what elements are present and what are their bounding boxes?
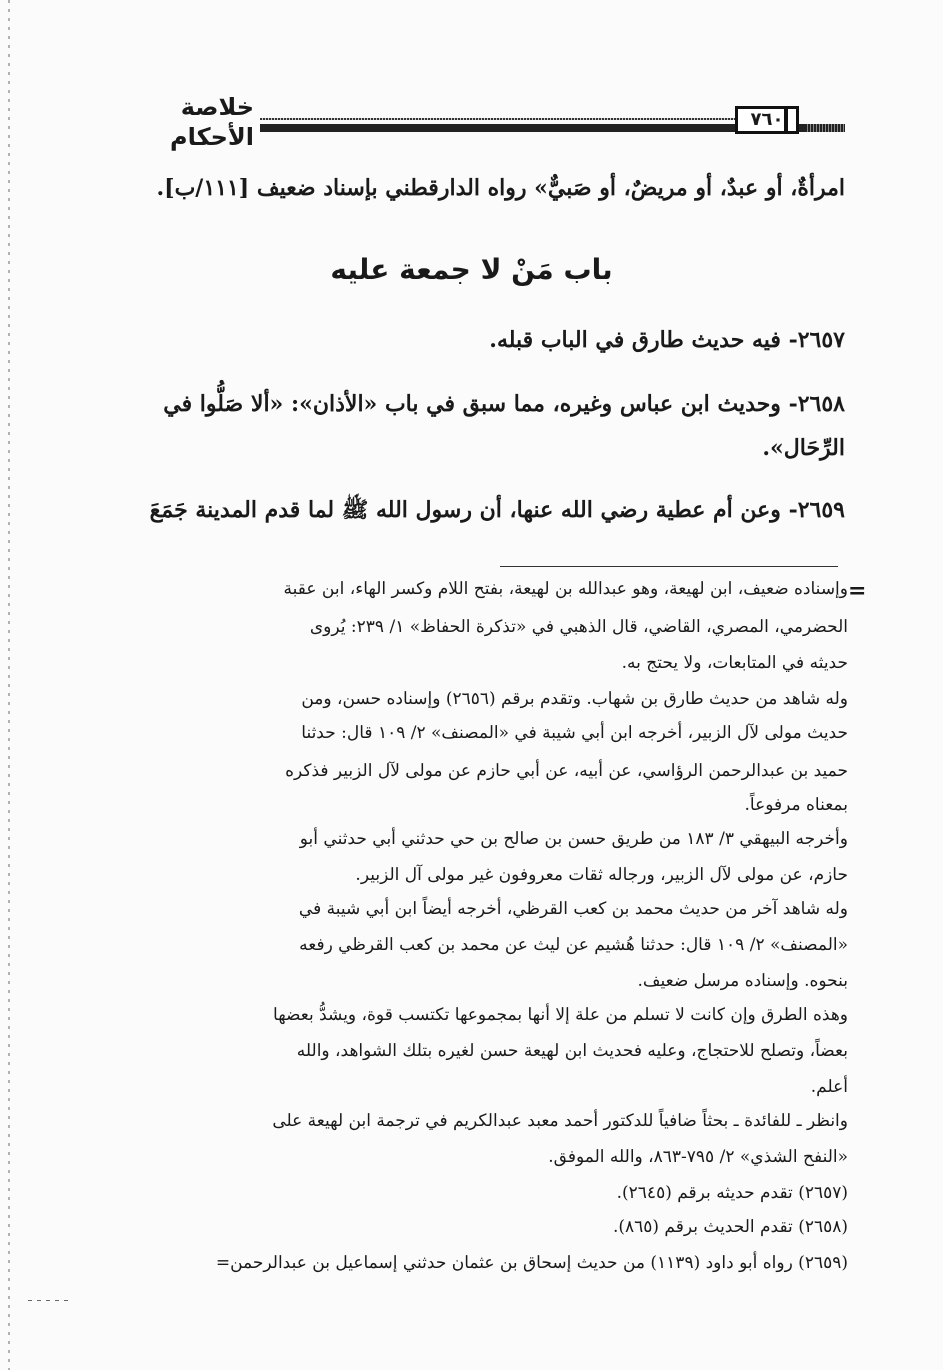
section-heading: باب مَنْ لا جمعة عليه [330, 253, 613, 286]
footnote-line: وانظر ـ للفائدة ـ بحثاً ضافياً للدكتور أحمد معبد عبدالكريم في ترجمة ابن لهيعة على [272, 1111, 848, 1131]
footnote-line: وله شاهد آخر من حديث محمد بن كعب القرظي، أخرجه أيضاً ابن أبي شيبة في [298, 899, 848, 919]
footnote-separator [500, 566, 838, 567]
hadith-2659: ٢٦٥٩- وعن أم عطية رضي الله عنها، أن رسول الله ﷺ لما قدم المدينة جَمَعَ [149, 497, 845, 523]
text-line-continuation: امرأةٌ، أو عبدٌ، أو مريضٌ، أو صَبيٌّ» رواه الدارقطني بإسناد ضعيف [١١١/ب]. [156, 175, 845, 201]
hadith-2658-line2: الرِّحَال». [762, 435, 845, 461]
page-header [95, 92, 845, 151]
footnote-line: أعلم. [810, 1077, 848, 1097]
footnote-line: بعضاً، وتصلح للاحتجاج، وعليه فحديث ابن لهيعة حسن لغيره بتلك الشواهد، والله [296, 1041, 848, 1061]
footnote-line: وأخرجه البيهقي ٣/ ١٨٣ من طريق حسن بن صالح بن حي حدثني أبي حدثني أبو [299, 829, 848, 849]
footnote-line: وإسناده ضعيف، ابن لهيعة، وهو عبدالله بن لهيعة، بفتح اللام وكسر الهاء، ابن عقبة [283, 579, 848, 599]
footnote-line: الحضرمي، المصري، القاضي، قال الذهبي في «تذكرة الحفاظ» ١/ ٢٣٩: يُروى [309, 617, 848, 637]
footnote-line: بمعناه مرفوعاً. [744, 795, 848, 815]
footnote-line: حديث مولى لآل الزبير، أخرجه ابن أبي شيبة في «المصنف» ٢/ ١٠٩ قال: حدثنا [301, 723, 848, 743]
scan-mark [28, 1300, 68, 1301]
scan-edge [8, 0, 10, 1370]
footnote-line: وهذه الطرق وإن كانت لا تسلم من علة إلا أنها بمجموعها تكتسب قوة، ويشدُّ بعضها [273, 1005, 848, 1025]
footnote-line: بنحوه. وإسناده مرسل ضعيف. [637, 971, 848, 991]
page-number: ٧٦٠ [735, 106, 799, 134]
continuation-mark: = [848, 578, 867, 604]
footnote-line: حميد بن عبدالرحمن الرؤاسي، عن أبيه، عن أبي حازم عن مولى لآل الزبير فذكره [285, 761, 848, 781]
footnote-line: وله شاهد من حديث طارق بن شهاب. وتقدم برقم (٢٦٥٦) وإسناده حسن، ومن [301, 689, 848, 709]
footnote-line: حازم، عن مولى لآل الزبير، ورجاله ثقات معروفون غير مولى آل الزبير. [355, 865, 848, 885]
hadith-2657: ٢٦٥٧- فيه حديث طارق في الباب قبله. [489, 327, 845, 353]
hadith-2658-line1: ٢٦٥٨- وحديث ابن عباس وغيره، مما سبق في باب «الأذان»: «ألا صَلُّوا في [163, 391, 845, 417]
footnote-2658: (٢٦٥٨) تقدم الحديث برقم (٨٦٥). [612, 1217, 848, 1237]
running-title: خلاصة الأحكام [95, 92, 260, 152]
footnote-line: «المصنف» ٢/ ١٠٩ قال: حدثنا هُشيم عن ليث عن محمد بن كعب القرظي رفعه [299, 935, 848, 955]
footnote-2657: (٢٦٥٧) تقدم حديثه برقم (٢٦٤٥). [616, 1183, 848, 1203]
footnote-2659: (٢٦٥٩) رواه أبو داود (١١٣٩) من حديث إسحاق بن عثمان حدثني إسماعيل بن عبدالرحمن= [215, 1253, 848, 1273]
footnote-line: «النفح الشذي» ٢/ ٧٩٥-٨٦٣، والله الموفق. [548, 1147, 848, 1167]
header-rule-ornament [805, 124, 845, 132]
footnote-line: حديثه في المتابعات، ولا يحتج به. [621, 653, 848, 673]
